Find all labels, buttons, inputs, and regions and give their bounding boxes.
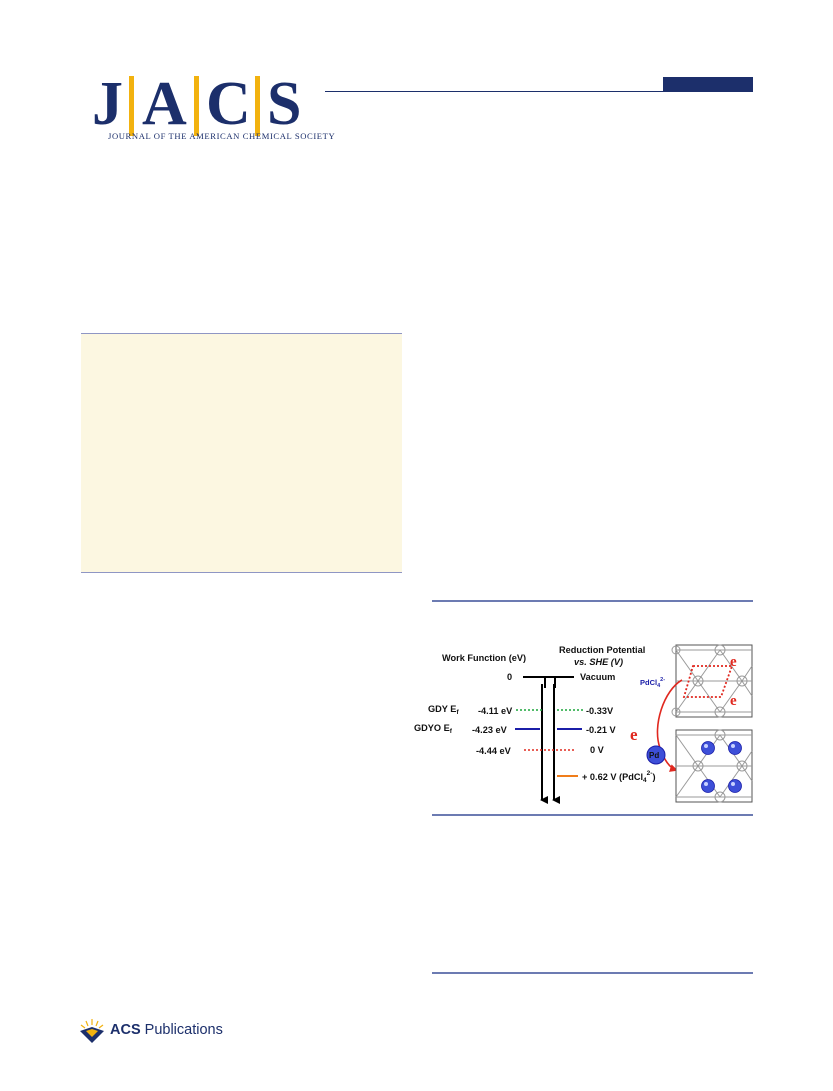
pd-atom bbox=[702, 742, 715, 755]
electron-label: e bbox=[730, 693, 737, 709]
pd-atom bbox=[729, 780, 742, 793]
gdy-lattice-top-panel bbox=[672, 645, 752, 717]
gdy-lattice-bottom-panel bbox=[676, 730, 752, 802]
pd-atom-label: Pd bbox=[649, 751, 660, 760]
pdcl4-precursor-label: PdCl$_4^{2-}$ bbox=[640, 677, 666, 689]
journal-name: JOURNAL OF THE AMERICAN CHEMICAL SOCIETY bbox=[108, 131, 336, 141]
vacuum-label: Vacuum bbox=[580, 672, 616, 682]
abstract-box bbox=[81, 333, 402, 573]
section-rule bbox=[432, 972, 753, 974]
acs-publications-wordmark: ACS Publications bbox=[110, 1022, 223, 1038]
gdy-work-function: -4.11 eV bbox=[478, 706, 513, 716]
work-function-heading: Work Function (eV) bbox=[442, 653, 527, 663]
figure-bottom-rule bbox=[432, 814, 753, 816]
she-potential: 0 V bbox=[590, 745, 604, 755]
logo-divider bbox=[194, 76, 199, 136]
logo-letter-s: S bbox=[267, 70, 302, 138]
electron-transfer-label: e bbox=[630, 725, 638, 744]
gdy-label: GDY $E_f$ bbox=[428, 704, 459, 716]
pd-atom bbox=[729, 742, 742, 755]
acs-logo-icon bbox=[78, 1017, 106, 1045]
logo-letter-j: J bbox=[92, 70, 123, 138]
reduction-potential-heading: Reduction Potential bbox=[559, 645, 646, 655]
energy-level-figure bbox=[414, 630, 754, 810]
logo-letter-a: A bbox=[142, 70, 187, 138]
logo-divider bbox=[255, 76, 260, 136]
gdyo-potential: -0.21 V bbox=[586, 725, 616, 735]
logo-divider bbox=[129, 76, 134, 136]
gdyo-label: GDYO $E_f$ bbox=[414, 723, 452, 735]
pd-atom bbox=[702, 780, 715, 793]
electron-label: e bbox=[730, 654, 737, 670]
she-work-function: -4.44 eV bbox=[476, 746, 511, 756]
vs-she-heading: vs. SHE (V) bbox=[574, 657, 624, 667]
gdyo-work-function: -4.23 eV bbox=[472, 725, 507, 735]
pd-potential: + 0.62 V (PdCl$_4^{2-}$) bbox=[582, 770, 656, 784]
logo-letter-c: C bbox=[206, 70, 251, 138]
figure-top-rule bbox=[432, 600, 753, 602]
gdy-potential: -0.33V bbox=[586, 706, 614, 716]
header-block bbox=[663, 77, 753, 92]
zero-label: 0 bbox=[507, 672, 513, 682]
